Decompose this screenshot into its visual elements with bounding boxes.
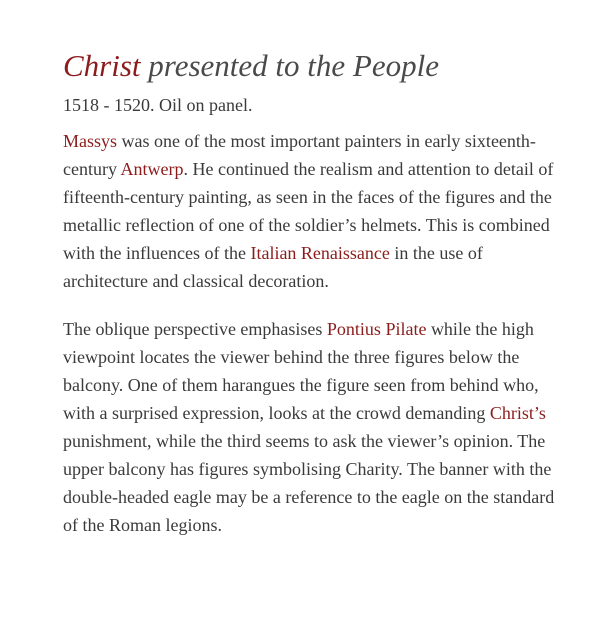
- paragraph-text: in the use of architecture and classical decoration.: [63, 243, 483, 291]
- artwork-description: [63, 44, 563, 539]
- link-massys[interactable]: Massys: [63, 131, 118, 151]
- link-antwerp[interactable]: Antwerp: [120, 159, 184, 179]
- description-paragraph-1: [63, 127, 563, 295]
- artwork-title: [63, 44, 563, 88]
- paragraph-text: while the high viewpoint locates the viewer behind the three figures below the balcony. One of them harangues the figure seen from behind who, with a surprised expression, looks at the crowd demanding: [63, 319, 539, 423]
- paragraph-text: punishment, while the third seems to ask the viewer’s opinion. The upper balcony has figures symbolising Charity. The banner with the double-headed eagle may be a reference to the eagle on the standard of the Roman legions.: [63, 431, 555, 535]
- description-paragraph-2: [63, 315, 563, 539]
- paragraph-text: was one of the most important painters in early sixteenth-century: [63, 131, 536, 179]
- paragraph-text: The oblique perspective emphasises: [63, 319, 327, 339]
- paragraph-text: . He continued the realism and attention to detail of fifteenth-century painting, as seen in the faces of the figures and the metallic reflection of one of the soldier’s helmets. This is combined with the influences of the: [63, 159, 554, 263]
- link-pontius-pilate[interactable]: Pontius Pilate: [326, 319, 427, 339]
- title-highlight: Christ: [63, 48, 141, 83]
- artwork-date-medium: 1518 - 1520. Oil on panel.: [63, 95, 253, 115]
- title-rest: presented to the People: [140, 48, 439, 83]
- link-italian-renaissance[interactable]: Italian Renaissance: [250, 243, 390, 263]
- link-christs[interactable]: Christ’s: [489, 403, 546, 423]
